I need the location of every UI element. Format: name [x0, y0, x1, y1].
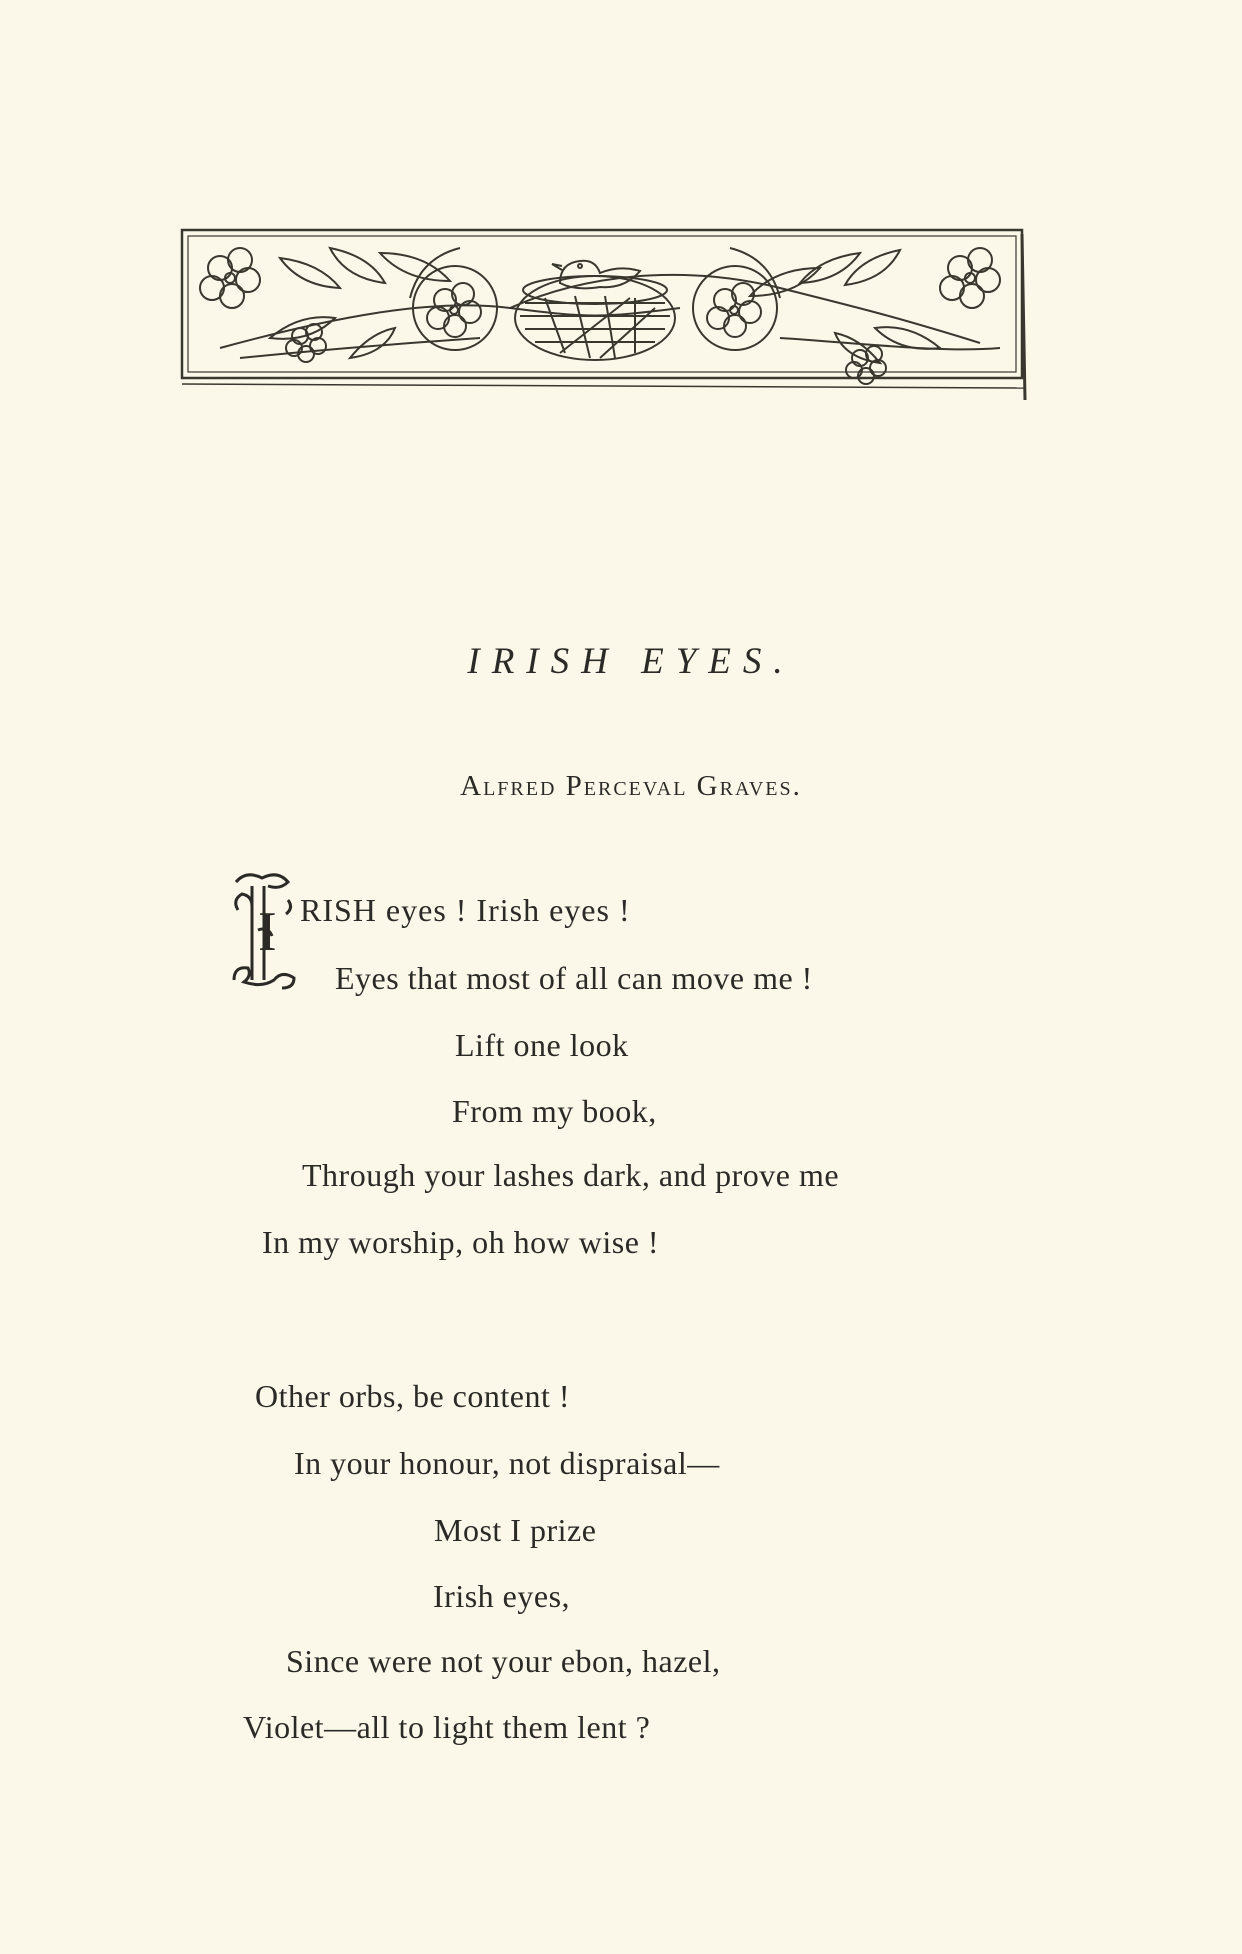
poem-line-11: Since were not your ebon, hazel,: [286, 1643, 721, 1679]
decorative-headpiece: [180, 228, 1030, 408]
poem-line-8: In your honour, not dispraisal—: [294, 1445, 720, 1481]
ornamental-drop-cap: [228, 870, 300, 998]
poem-line-5: Through your lashes dark, and prove me: [302, 1157, 840, 1193]
poem-line-6: In my worship, oh how wise !: [262, 1224, 660, 1260]
drop-cap-letter: I: [258, 901, 277, 963]
poem-line-2: Eyes that most of all can move me !: [335, 960, 813, 996]
poem-line-1: RISH eyes ! Irish eyes !: [300, 892, 631, 928]
poem-line-3: Lift one look: [455, 1027, 629, 1063]
poem-line-7: Other orbs, be content !: [255, 1378, 571, 1414]
poem-line-12: Violet—all to light them lent ?: [243, 1709, 651, 1745]
poem-title: IRISH EYES.: [467, 641, 795, 682]
poem-author: Alfred Perceval Graves.: [460, 770, 802, 802]
poem-line-10: Irish eyes,: [433, 1578, 571, 1614]
poem-line-9: Most I prize: [434, 1512, 597, 1548]
poem-line-4: From my book,: [452, 1093, 657, 1129]
